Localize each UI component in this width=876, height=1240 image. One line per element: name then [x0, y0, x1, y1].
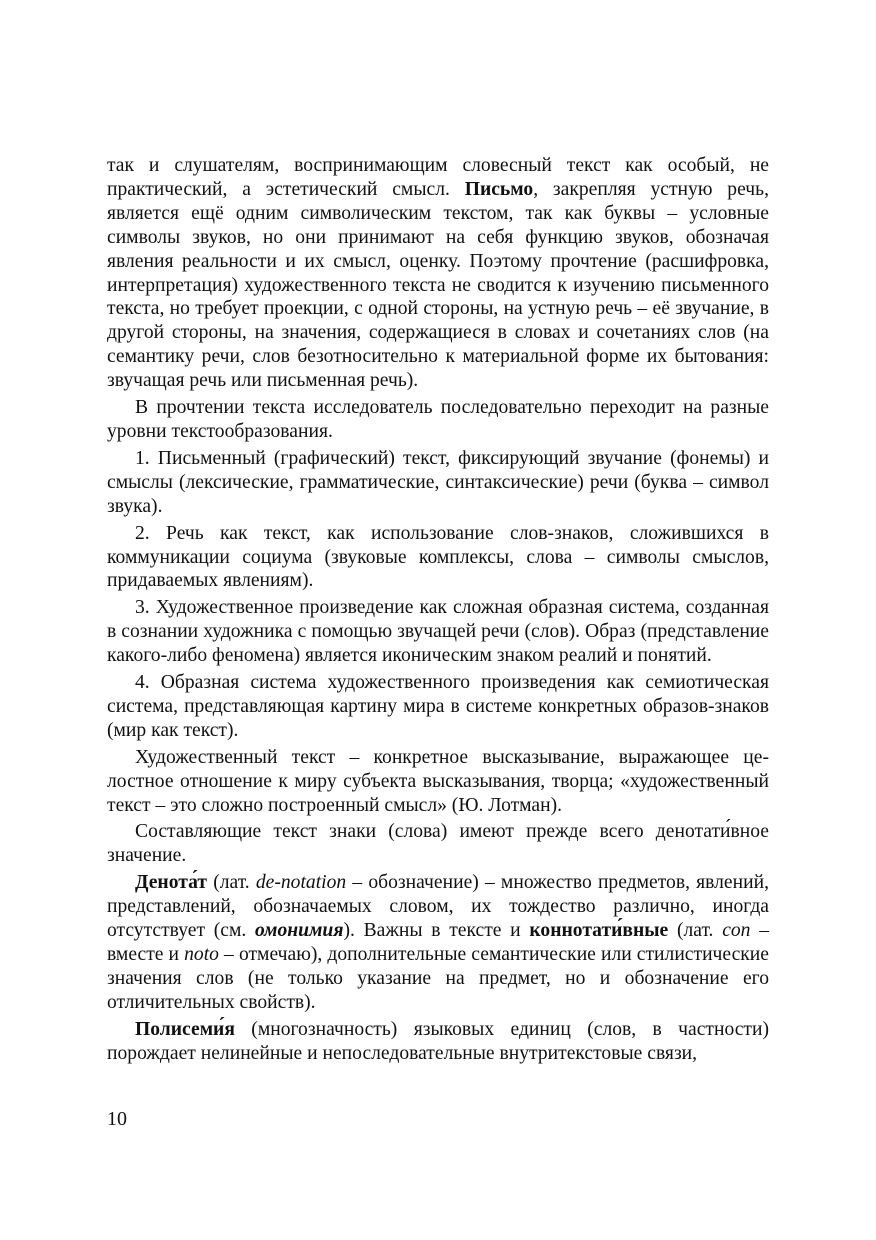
paragraph — [107, 396, 769, 444]
latin-term: con — [722, 920, 751, 942]
term-omonimiya: омонимия — [254, 920, 344, 942]
paragraph — [107, 154, 769, 393]
text-run: (лат. — [207, 872, 256, 894]
list-item-2 — [107, 522, 769, 594]
term-polisemiya: Полисеми́я — [135, 1018, 235, 1040]
text-run: , закрепляя устную речь, является ещё одним символическим текстом, так как буквы – условные символы звуков, но они принимают на себя функцию звуков, обозначая явления реальности и их смысл, оценку. Поэтому прочтение (расшифровка, интерпретация) художественного текста не сводится к изучению письменного текста, но требует проекции, с одной стороны, на устную речь – её звучание, в другой стороны, на значения, содержащиеся в словах и сочетаниях слов (на семантику речи, слов безотносительно к материальной форме их бытования: звучащая речь или письменная речь). — [107, 178, 769, 392]
paragraph-polisemiya — [107, 1018, 769, 1066]
paragraph — [107, 820, 769, 868]
text-run: (многозначность) языковых единиц (слов, в частности) порождает нелинейные и непоследовательные внутритекстовые связи, — [107, 1018, 769, 1064]
list-item-3 — [107, 596, 769, 668]
text-run: 2. Речь как текст, как использование слов-знаков, сложившихся в коммуникации социума (звуковые комплексы, слова – символы смыслов, придаваемых явлениям). — [107, 522, 769, 592]
list-item-4 — [107, 671, 769, 743]
text-run: Составляющие текст знаки (слова) имеют прежде всего денотати́вное значение. — [107, 821, 769, 867]
term-konnotativnye: коннотати́вные — [529, 920, 669, 942]
page-body — [107, 154, 769, 1066]
text-run: 1. Письменный (графический) текст, фиксирующий звучание (фонемы) и смыслы (лексические, грамматические, синтаксические) речи (буква – символ звука). — [107, 447, 769, 517]
term-pismo: Письмо — [464, 178, 534, 200]
list-item-1 — [107, 447, 769, 519]
text-run: В прочтении текста исследователь последовательно переходит на разные уровни текстообразования. — [107, 397, 769, 442]
text-run: – отмечаю), дополнительные семантические или стилистические значения слов (не только указание на предмет, но и обозначение его отличительных свойств). — [107, 944, 769, 1013]
page-number: 10 — [107, 1108, 127, 1130]
text-run: 4. Образная система художественного произведения как семиотическая система, представляющая картину мира в системе конкретных образов-знаков (мир как текст). — [107, 672, 769, 741]
text-run: (лат. — [668, 920, 723, 942]
latin-term: noto — [184, 944, 219, 965]
text-run: – вместе и — [107, 920, 769, 965]
text-run: 3. Художественное произведение как сложная образная система, созданная в сознании художника с помощью звучащей речи (слов). Образ (представление какого-либо феномена) является иконическим знаком реалий и понятий. — [107, 597, 769, 667]
term-denotat: Денота́т — [135, 872, 208, 894]
paragraph — [107, 746, 769, 818]
text-run: Художественный текст – конкретное высказывание, выражающее целостное отношение к миру субъекта высказывания, творца; «художественный текст – это сложно построенный смысл» (Ю. Лотман). — [107, 746, 769, 816]
text-run: – обозначение) – множество предметов, явлений, представлений, обозначаемых словом, их тождество различно, иногда отсутствует (см. — [107, 872, 769, 942]
latin-term: de-notation — [255, 872, 347, 894]
paragraph-denotat — [107, 871, 769, 1014]
text-run: ). Важны в тексте и — [343, 920, 530, 942]
text-run: так и слушателям, воспринимающим словесный текст как особый, не практический, а эстетический смысл. — [107, 155, 769, 200]
